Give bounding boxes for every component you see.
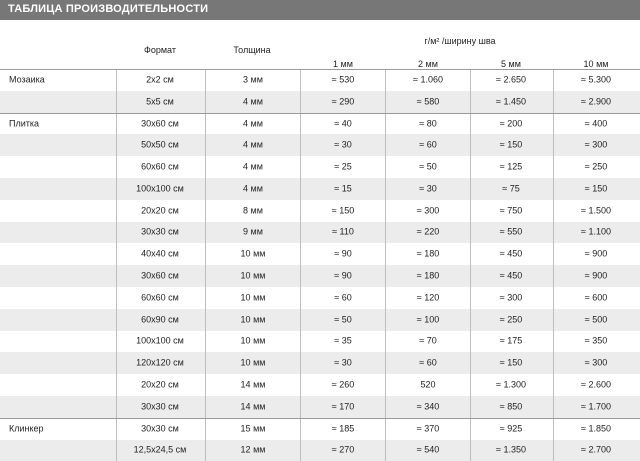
column-header-group: г/м² /ширину шва (424, 36, 496, 46)
format-cell: 30x30 см (141, 226, 179, 237)
table-row (0, 265, 640, 287)
column-divider (205, 331, 206, 353)
value-5mm-cell: ≈ 150 (499, 139, 523, 150)
column-divider (116, 287, 117, 309)
thickness-cell: 10 мм (240, 357, 266, 368)
value-2mm-cell: ≈ 300 (416, 205, 440, 216)
column-divider (205, 352, 206, 374)
format-cell: 2x2 см (146, 74, 174, 85)
value-1mm-cell: ≈ 50 (334, 314, 352, 325)
column-divider (553, 419, 554, 440)
column-divider (470, 374, 471, 396)
thickness-cell: 4 мм (243, 161, 263, 172)
column-divider (385, 287, 386, 309)
column-divider (470, 352, 471, 374)
column-divider (553, 200, 554, 222)
value-10mm-cell: ≈ 900 (584, 248, 608, 259)
column-divider (205, 178, 206, 200)
value-5mm-cell: ≈ 200 (499, 118, 523, 129)
value-5mm-cell: ≈ 175 (499, 335, 523, 346)
value-1mm-cell: ≈ 260 (331, 379, 355, 390)
thickness-cell: 4 мм (243, 96, 263, 107)
column-divider (300, 70, 301, 91)
table-row (0, 91, 640, 113)
column-divider (300, 396, 301, 418)
column-divider (385, 91, 386, 113)
column-divider (553, 243, 554, 265)
thickness-cell: 12 мм (240, 444, 266, 455)
format-cell: 60x60 см (141, 161, 179, 172)
column-divider (116, 156, 117, 178)
table-row (0, 309, 640, 331)
column-divider (300, 134, 301, 156)
value-2mm-cell: ≈ 70 (419, 335, 437, 346)
table-row (0, 396, 640, 418)
value-10mm-cell: ≈ 500 (584, 314, 608, 325)
thickness-cell: 15 мм (240, 423, 266, 434)
format-cell: 30x60 см (141, 270, 179, 281)
category-label: Мозаика (9, 74, 45, 85)
column-divider (553, 91, 554, 113)
value-5mm-cell: ≈ 125 (499, 161, 523, 172)
column-divider (205, 419, 206, 440)
value-10mm-cell: ≈ 900 (584, 270, 608, 281)
format-cell: 30x30 см (141, 401, 179, 412)
column-divider (385, 331, 386, 353)
value-2mm-cell: ≈ 540 (416, 444, 440, 455)
column-divider (116, 309, 117, 331)
value-5mm-cell: ≈ 2.650 (496, 74, 526, 85)
column-divider (300, 287, 301, 309)
column-divider (205, 70, 206, 91)
value-2mm-cell: ≈ 30 (419, 183, 437, 194)
value-2mm-cell: ≈ 80 (419, 118, 437, 129)
column-divider (205, 114, 206, 135)
value-1mm-cell: ≈ 40 (334, 118, 352, 129)
table-row (0, 69, 640, 91)
column-divider (300, 374, 301, 396)
value-5mm-cell: ≈ 550 (499, 226, 523, 237)
value-10mm-cell: ≈ 300 (584, 357, 608, 368)
value-1mm-cell: ≈ 530 (331, 74, 355, 85)
column-divider (470, 134, 471, 156)
column-divider (385, 309, 386, 331)
value-5mm-cell: ≈ 850 (499, 401, 523, 412)
value-5mm-cell: ≈ 450 (499, 248, 523, 259)
table-row (0, 113, 640, 135)
column-divider (116, 178, 117, 200)
value-10mm-cell: ≈ 400 (584, 118, 608, 129)
value-2mm-cell: ≈ 100 (416, 314, 440, 325)
table-row (0, 440, 640, 461)
value-2mm-cell: ≈ 580 (416, 96, 440, 107)
value-5mm-cell: ≈ 75 (502, 183, 520, 194)
thickness-cell: 4 мм (243, 139, 263, 150)
column-divider (553, 114, 554, 135)
format-cell: 40x40 см (141, 248, 179, 259)
format-cell: 12,5x24,5 см (133, 444, 187, 455)
column-divider (116, 200, 117, 222)
thickness-cell: 10 мм (240, 335, 266, 346)
thickness-cell: 10 мм (240, 292, 266, 303)
value-1mm-cell: ≈ 25 (334, 161, 352, 172)
value-2mm-cell: ≈ 220 (416, 226, 440, 237)
table-row (0, 200, 640, 222)
format-cell: 100x100 см (136, 335, 184, 346)
thickness-cell: 14 мм (240, 379, 266, 390)
value-1mm-cell: ≈ 290 (331, 96, 355, 107)
column-divider (205, 396, 206, 418)
value-2mm-cell: 520 (420, 379, 436, 390)
value-1mm-cell: ≈ 30 (334, 357, 352, 368)
format-cell: 5x5 см (146, 96, 174, 107)
column-divider (116, 70, 117, 91)
column-divider (470, 419, 471, 440)
column-divider (470, 114, 471, 135)
value-10mm-cell: ≈ 250 (584, 161, 608, 172)
value-5mm-cell: ≈ 750 (499, 205, 523, 216)
format-cell: 20x20 см (141, 379, 179, 390)
value-10mm-cell: ≈ 1.700 (581, 401, 611, 412)
value-10mm-cell: ≈ 600 (584, 292, 608, 303)
column-divider (385, 440, 386, 461)
column-divider (300, 114, 301, 135)
value-10mm-cell: ≈ 1.100 (581, 226, 611, 237)
value-1mm-cell: ≈ 90 (334, 270, 352, 281)
column-divider (300, 331, 301, 353)
value-2mm-cell: ≈ 180 (416, 248, 440, 259)
column-divider (300, 200, 301, 222)
column-divider (470, 287, 471, 309)
format-cell: 60x60 см (141, 292, 179, 303)
category-label: Клинкер (9, 423, 44, 434)
value-2mm-cell: ≈ 370 (416, 423, 440, 434)
column-header-5mm: 5 мм (501, 59, 521, 69)
value-10mm-cell: ≈ 2.600 (581, 379, 611, 390)
table-row (0, 156, 640, 178)
table-row (0, 418, 640, 440)
title-bar (0, 0, 640, 20)
column-divider (553, 70, 554, 91)
column-divider (553, 374, 554, 396)
column-divider (553, 222, 554, 244)
column-divider (470, 243, 471, 265)
column-divider (470, 222, 471, 244)
column-divider (300, 265, 301, 287)
column-header-2mm: 2 мм (418, 59, 438, 69)
format-cell: 20x20 см (141, 205, 179, 216)
value-5mm-cell: ≈ 300 (499, 292, 523, 303)
column-divider (553, 331, 554, 353)
column-divider (385, 374, 386, 396)
column-divider (116, 419, 117, 440)
column-divider (300, 222, 301, 244)
column-divider (470, 265, 471, 287)
thickness-cell: 10 мм (240, 270, 266, 281)
value-1mm-cell: ≈ 170 (331, 401, 355, 412)
value-1mm-cell: ≈ 15 (334, 183, 352, 194)
value-2mm-cell: ≈ 120 (416, 292, 440, 303)
thickness-cell: 10 мм (240, 314, 266, 325)
value-1mm-cell: ≈ 30 (334, 139, 352, 150)
column-divider (116, 374, 117, 396)
table-row (0, 134, 640, 156)
column-divider (470, 200, 471, 222)
column-divider (385, 156, 386, 178)
value-10mm-cell: ≈ 350 (584, 335, 608, 346)
column-divider (300, 243, 301, 265)
column-divider (553, 178, 554, 200)
column-divider (385, 396, 386, 418)
format-cell: 100x100 см (136, 183, 184, 194)
column-divider (205, 91, 206, 113)
column-divider (116, 114, 117, 135)
column-header-format: Формат (144, 45, 176, 55)
thickness-cell: 4 мм (243, 118, 263, 129)
value-1mm-cell: ≈ 150 (331, 205, 355, 216)
thickness-cell: 4 мм (243, 183, 263, 194)
format-cell: 120x120 см (136, 357, 184, 368)
column-divider (116, 134, 117, 156)
column-divider (116, 243, 117, 265)
format-cell: 50x50 см (141, 139, 179, 150)
performance-table (0, 69, 640, 461)
column-header-thickness: Толщина (233, 45, 271, 55)
column-divider (116, 222, 117, 244)
column-divider (553, 396, 554, 418)
value-10mm-cell: ≈ 2.700 (581, 444, 611, 455)
value-5mm-cell: ≈ 450 (499, 270, 523, 281)
column-divider (385, 200, 386, 222)
column-divider (116, 265, 117, 287)
column-divider (385, 243, 386, 265)
value-10mm-cell: ≈ 150 (584, 183, 608, 194)
value-10mm-cell: ≈ 1.500 (581, 205, 611, 216)
value-1mm-cell: ≈ 35 (334, 335, 352, 346)
column-divider (300, 309, 301, 331)
value-1mm-cell: ≈ 185 (331, 423, 355, 434)
value-1mm-cell: ≈ 270 (331, 444, 355, 455)
column-divider (116, 91, 117, 113)
column-header-10mm: 10 мм (583, 59, 609, 69)
column-divider (385, 134, 386, 156)
column-divider (300, 352, 301, 374)
table-row (0, 178, 640, 200)
value-2mm-cell: ≈ 50 (419, 161, 437, 172)
value-5mm-cell: ≈ 925 (499, 423, 523, 434)
column-divider (553, 156, 554, 178)
thickness-cell: 14 мм (240, 401, 266, 412)
format-cell: 60x90 см (141, 314, 179, 325)
column-divider (300, 419, 301, 440)
column-divider (205, 222, 206, 244)
table-row (0, 243, 640, 265)
column-divider (205, 374, 206, 396)
column-divider (116, 331, 117, 353)
column-divider (385, 419, 386, 440)
column-divider (116, 352, 117, 374)
column-divider (470, 91, 471, 113)
column-divider (205, 309, 206, 331)
column-divider (385, 265, 386, 287)
thickness-cell: 10 мм (240, 248, 266, 259)
thickness-cell: 3 мм (243, 74, 263, 85)
column-divider (553, 440, 554, 461)
column-divider (385, 114, 386, 135)
value-2mm-cell: ≈ 340 (416, 401, 440, 412)
column-divider (385, 178, 386, 200)
column-divider (553, 287, 554, 309)
column-divider (300, 156, 301, 178)
table-row (0, 352, 640, 374)
column-divider (385, 70, 386, 91)
value-5mm-cell: ≈ 150 (499, 357, 523, 368)
value-10mm-cell: ≈ 5.300 (581, 74, 611, 85)
column-divider (205, 134, 206, 156)
thickness-cell: 9 мм (243, 226, 263, 237)
column-header-1mm: 1 мм (333, 59, 353, 69)
column-divider (470, 440, 471, 461)
column-divider (205, 440, 206, 461)
value-5mm-cell: ≈ 250 (499, 314, 523, 325)
column-divider (385, 352, 386, 374)
column-divider (470, 309, 471, 331)
format-cell: 30x30 см (141, 423, 179, 434)
value-5mm-cell: ≈ 1.350 (496, 444, 526, 455)
column-divider (205, 287, 206, 309)
value-10mm-cell: ≈ 300 (584, 139, 608, 150)
column-divider (470, 396, 471, 418)
table-row (0, 374, 640, 396)
column-divider (205, 243, 206, 265)
page-title: ТАБЛИЦА ПРОИЗВОДИТЕЛЬНОСТИ (8, 3, 209, 15)
column-divider (470, 70, 471, 91)
column-divider (205, 265, 206, 287)
column-divider (300, 91, 301, 113)
column-divider (300, 440, 301, 461)
column-divider (553, 309, 554, 331)
value-1mm-cell: ≈ 110 (332, 226, 354, 237)
table-row (0, 222, 640, 244)
value-2mm-cell: ≈ 180 (416, 270, 440, 281)
value-2mm-cell: ≈ 1.060 (413, 74, 443, 85)
value-5mm-cell: ≈ 1.300 (496, 379, 526, 390)
column-divider (553, 134, 554, 156)
column-divider (205, 200, 206, 222)
column-divider (300, 178, 301, 200)
category-label: Плитка (9, 118, 40, 129)
column-divider (470, 331, 471, 353)
value-5mm-cell: ≈ 1.450 (496, 96, 526, 107)
value-1mm-cell: ≈ 90 (334, 248, 352, 259)
column-divider (205, 156, 206, 178)
value-10mm-cell: ≈ 1.850 (581, 423, 611, 434)
column-divider (553, 352, 554, 374)
table-row (0, 287, 640, 309)
value-10mm-cell: ≈ 2.900 (581, 96, 611, 107)
table-row (0, 331, 640, 353)
column-divider (470, 178, 471, 200)
column-divider (470, 156, 471, 178)
column-divider (553, 265, 554, 287)
column-divider (116, 440, 117, 461)
value-2mm-cell: ≈ 60 (419, 139, 437, 150)
column-divider (116, 396, 117, 418)
value-2mm-cell: ≈ 60 (419, 357, 437, 368)
value-1mm-cell: ≈ 60 (334, 292, 352, 303)
format-cell: 30x60 см (141, 118, 179, 129)
column-divider (385, 222, 386, 244)
thickness-cell: 8 мм (243, 205, 263, 216)
